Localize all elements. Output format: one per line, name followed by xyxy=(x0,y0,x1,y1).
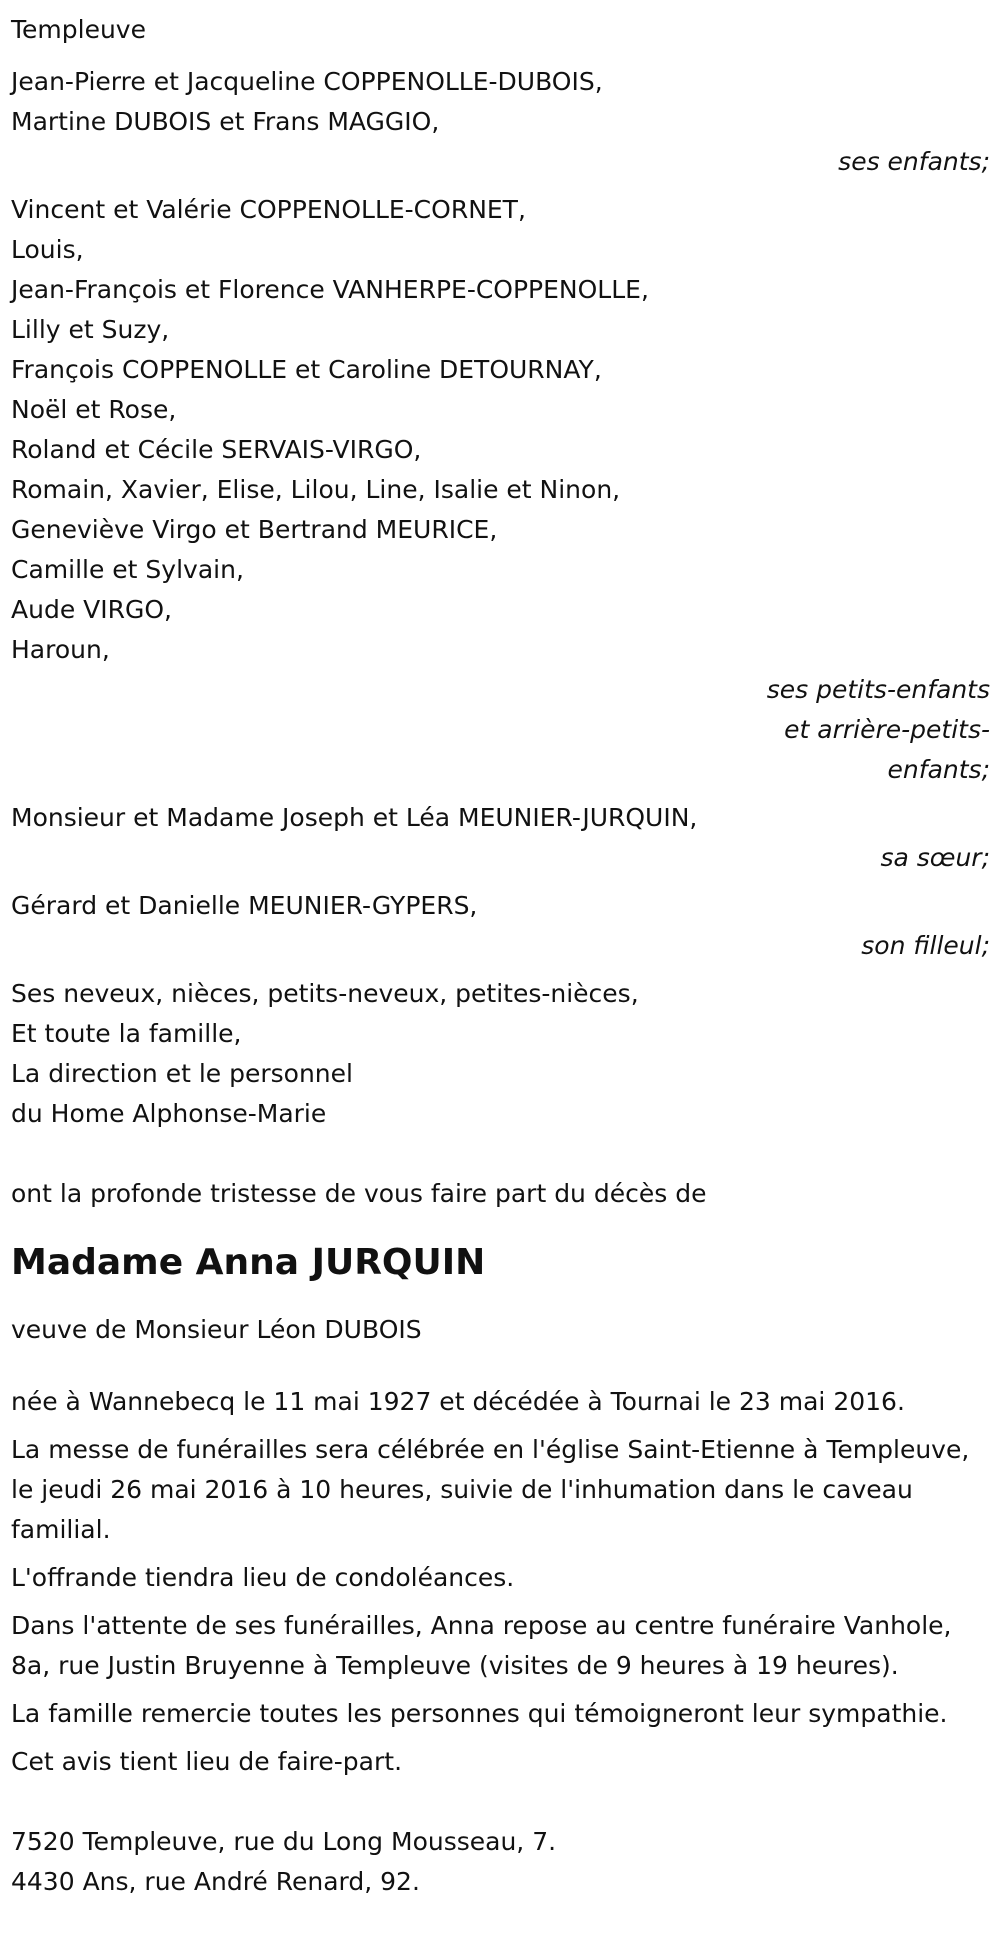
grandchildren-line: Lilly et Suzy, xyxy=(11,315,170,344)
location-header: Templeuve xyxy=(11,15,146,44)
children-role: ses enfants; xyxy=(838,147,990,176)
spacer xyxy=(11,1142,990,1174)
children-section xyxy=(11,62,990,182)
address-line: 7520 Templeuve, rue du Long Mousseau, 7. xyxy=(11,1827,557,1856)
details-paragraph: La messe de funérailles sera célébrée en l'église Saint-Etienne à Templeuve, le jeudi 26 mai 2016 à 10 heures, suivie de l'inhumation dans le caveau familial. xyxy=(11,1435,970,1544)
grandchildren-line: François COPPENOLLE et Caroline DETOURNAY, xyxy=(11,355,602,384)
family-line: Et toute la famille, xyxy=(11,1019,242,1048)
details-paragraph: La famille remercie toutes les personnes qui témoigneront leur sympathie. xyxy=(11,1699,948,1728)
grandchildren-section xyxy=(11,190,990,790)
children-line: Jean-Pierre et Jacqueline COPPENOLLE-DUBOIS, xyxy=(11,67,603,96)
grandchildren-line: Noël et Rose, xyxy=(11,395,177,424)
spacer xyxy=(11,50,990,62)
grandchildren-line: Camille et Sylvain, xyxy=(11,555,244,584)
details-paragraph: Cet avis tient lieu de faire-part. xyxy=(11,1747,403,1776)
godson-section xyxy=(11,886,990,966)
widow-line: veuve de Monsieur Léon DUBOIS xyxy=(11,1315,422,1344)
sister-role: sa sœur; xyxy=(880,843,990,872)
grandchildren-line: Louis, xyxy=(11,235,84,264)
grandchildren-line: Aude VIRGO, xyxy=(11,595,172,624)
spacer xyxy=(11,1790,990,1822)
grandchildren-line: Romain, Xavier, Elise, Lilou, Line, Isalie et Ninon, xyxy=(11,475,621,504)
family-line: du Home Alphonse-Marie xyxy=(11,1099,327,1128)
grandchildren-line: Geneviève Virgo et Bertrand MEURICE, xyxy=(11,515,498,544)
grandchildren-line: Roland et Cécile SERVAIS-VIRGO, xyxy=(11,435,422,464)
grandchildren-role: ses petits-enfants xyxy=(766,675,990,704)
address-line: 4430 Ans, rue André Renard, 92. xyxy=(11,1867,420,1896)
grandchildren-role: enfants; xyxy=(887,755,990,784)
sister-line: Monsieur et Madame Joseph et Léa MEUNIER-JURQUIN, xyxy=(11,803,698,832)
grandchildren-line: Jean-François et Florence VANHERPE-COPPENOLLE, xyxy=(11,275,649,304)
grandchildren-role: et arrière-petits- xyxy=(784,715,990,744)
family-line: Ses neveux, nièces, petits-neveux, petites-nièces, xyxy=(11,979,639,1008)
godson-role: son filleul; xyxy=(861,931,990,960)
family-section xyxy=(11,974,990,1134)
birth-death-line: née à Wannebecq le 11 mai 1927 et décédée à Tournai le 23 mai 2016. xyxy=(11,1387,905,1416)
godson-line: Gérard et Danielle MEUNIER-GYPERS, xyxy=(11,891,478,920)
announcement-intro: ont la profonde tristesse de vous faire part du décès de xyxy=(11,1179,707,1208)
grandchildren-line: Haroun, xyxy=(11,635,110,664)
details-paragraph: Dans l'attente de ses funérailles, Anna repose au centre funéraire Vanhole, 8a, rue Justin Bruyenne à Templeuve (visites de 9 heures à 19 heures). xyxy=(11,1611,952,1680)
children-line: Martine DUBOIS et Frans MAGGIO, xyxy=(11,107,440,136)
deceased-name: Madame Anna JURQUIN xyxy=(11,1242,486,1283)
family-line: La direction et le personnel xyxy=(11,1059,353,1088)
spacer xyxy=(11,1350,990,1382)
details-paragraph: L'offrande tiendra lieu de condoléances. xyxy=(11,1563,515,1592)
grandchildren-line: Vincent et Valérie COPPENOLLE-CORNET, xyxy=(11,195,526,224)
sister-section xyxy=(11,798,990,878)
